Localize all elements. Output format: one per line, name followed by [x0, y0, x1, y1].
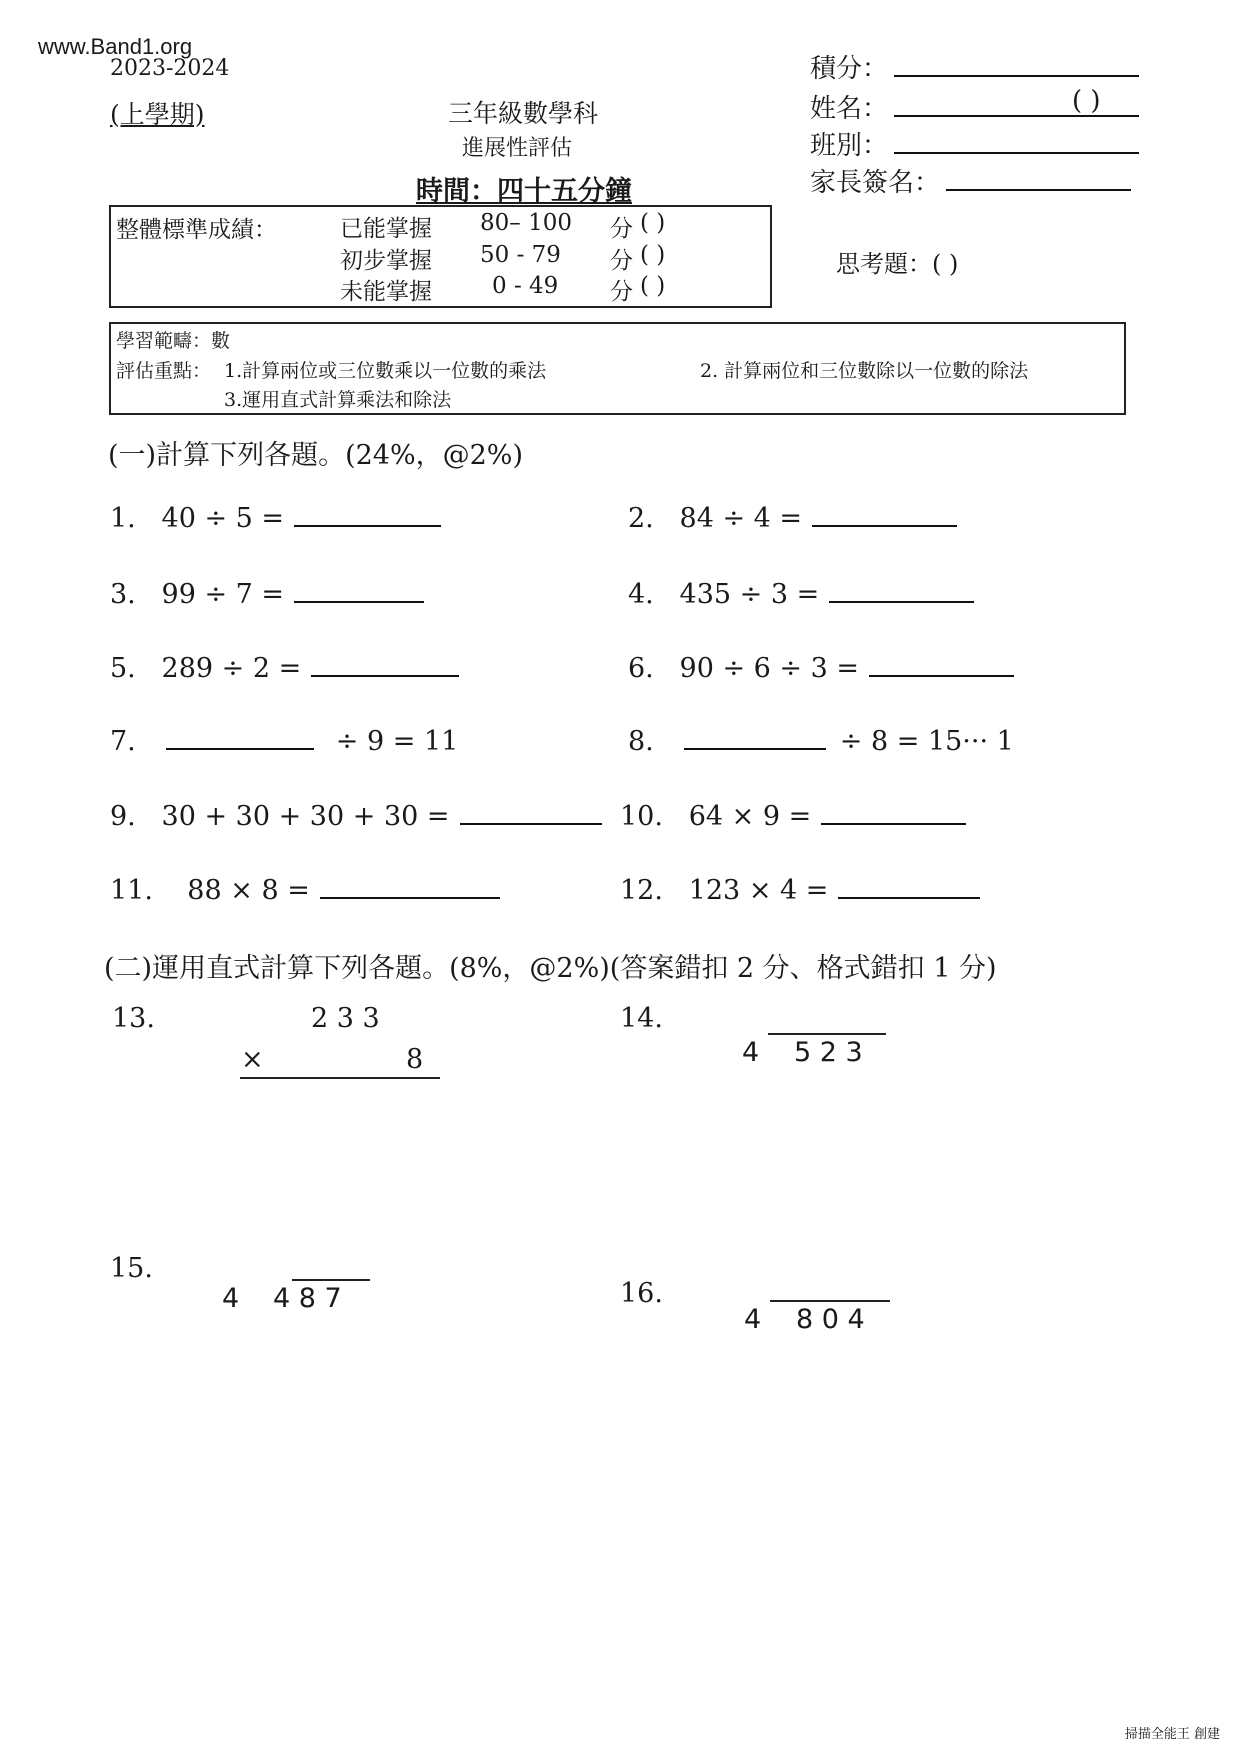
score-blank[interactable] [894, 69, 1139, 77]
question-expression: ÷ 8 = 15··· 1 [839, 726, 1014, 757]
question-expression: 40 ÷ 5 = [161, 503, 285, 534]
question-1 [110, 503, 441, 534]
answer-blank[interactable] [684, 742, 826, 750]
semester: (上學期) [110, 100, 205, 129]
grade-paren[interactable]: ( ) [640, 210, 666, 236]
question-number: 1. [110, 503, 136, 534]
score-field [810, 48, 1139, 85]
question-expression: 435 ÷ 3 = [679, 579, 820, 610]
multiplicand: 2 3 3 [311, 1003, 380, 1034]
class-field [810, 125, 1139, 162]
question-14-number: 14. [620, 1003, 663, 1034]
name-blank[interactable] [894, 109, 1139, 117]
class-blank[interactable] [894, 146, 1139, 154]
focus-item-1: 1.計算兩位或三位數乘以一位數的乘法 [224, 360, 547, 382]
grade-range: 50 - 79 [480, 242, 561, 268]
grade-paren[interactable]: ( ) [640, 273, 666, 299]
answer-blank[interactable] [829, 595, 974, 603]
grade-level: 未能掌握 [340, 279, 432, 305]
question-expression: 64 × 9 = [688, 801, 812, 832]
division-bracket [768, 1033, 886, 1035]
parent-signature-blank[interactable] [946, 183, 1131, 191]
grade-range: 0 - 49 [492, 273, 559, 299]
question-number: 12. [620, 875, 663, 906]
question-8 [628, 726, 1014, 757]
question-number: 11. [110, 875, 153, 906]
assessment-type: 進展性評估 [462, 136, 573, 161]
divisor: 4 [222, 1283, 240, 1314]
question-expression: 88 × 8 = [187, 875, 310, 906]
answer-blank[interactable] [166, 742, 314, 750]
scanner-footer: 掃描全能王 創建 [1124, 1727, 1220, 1742]
question-number: 6. [628, 653, 654, 684]
grade-range: 80– 100 [480, 210, 572, 236]
answer-blank[interactable] [812, 519, 957, 527]
question-expression: 99 ÷ 7 = [161, 579, 285, 610]
question-number: 2. [628, 503, 654, 534]
multiply-sign: × [241, 1044, 264, 1075]
division-bracket [770, 1300, 890, 1302]
name-label: 姓名： [810, 94, 889, 124]
answer-blank[interactable] [320, 891, 500, 899]
thinking-question-score[interactable]: 思考題：( ) [836, 250, 959, 278]
answer-blank[interactable] [311, 669, 459, 677]
question-expression: 123 × 4 = [688, 875, 829, 906]
question-15-number: 15. [110, 1253, 153, 1284]
dividend: 5 2 3 [794, 1037, 863, 1068]
question-number: 8. [628, 726, 654, 757]
question-4 [628, 579, 974, 610]
grade-unit: 分 [610, 248, 633, 274]
answer-blank[interactable] [294, 519, 441, 527]
dividend: 4 8 7 [273, 1283, 342, 1314]
question-7 [110, 726, 458, 757]
grade-unit: 分 [610, 216, 633, 242]
parent-signature-field [810, 162, 1131, 199]
score-label: 積分： [810, 54, 889, 84]
question-6 [628, 653, 1014, 684]
class-label: 班別： [810, 131, 889, 161]
grade-level: 已能掌握 [340, 216, 432, 242]
answer-blank[interactable] [460, 817, 602, 825]
section-1-title: (一)計算下列各題。(24%，@2%) [108, 440, 523, 471]
section-2-title: (二)運用直式計算下列各題。(8%，@2%)(答案錯扣 2 分、格式錯扣 1 分) [104, 953, 997, 984]
question-12 [620, 875, 980, 906]
answer-blank[interactable] [821, 817, 966, 825]
question-number: 3. [110, 579, 136, 610]
question-16-number: 16. [620, 1278, 663, 1309]
answer-blank[interactable] [838, 891, 980, 899]
question-expression: 289 ÷ 2 = [161, 653, 302, 684]
question-2 [628, 503, 957, 534]
division-bracket [292, 1279, 370, 1281]
learning-area: 學習範疇：數 [116, 330, 231, 352]
divisor: 4 [744, 1304, 762, 1335]
grade-box-title: 整體標準成績： [116, 217, 277, 243]
multiplier: 8 [406, 1044, 424, 1075]
question-10 [620, 801, 966, 832]
grade-level: 初步掌握 [340, 248, 432, 274]
parent-signature-label: 家長簽名： [810, 168, 941, 198]
multiplication-line [240, 1077, 440, 1079]
exam-duration: 時間：四十五分鐘 [416, 176, 632, 207]
question-5 [110, 653, 459, 684]
grade-paren[interactable]: ( ) [640, 242, 666, 268]
question-number: 10. [620, 801, 663, 832]
question-expression: 84 ÷ 4 = [679, 503, 803, 534]
focus-item-2: 2. 計算兩位和三位數除以一位數的除法 [700, 360, 1029, 382]
question-number: 4. [628, 579, 654, 610]
question-expression: 30 + 30 + 30 + 30 = [161, 801, 450, 832]
question-3 [110, 579, 424, 610]
question-9 [110, 801, 602, 832]
divisor: 4 [742, 1037, 760, 1068]
answer-blank[interactable] [294, 595, 424, 603]
dividend: 8 0 4 [796, 1304, 865, 1335]
subject-title: 三年級數學科 [448, 99, 599, 128]
question-expression: ÷ 9 = 11 [335, 726, 459, 757]
grade-unit: 分 [610, 279, 633, 305]
question-expression: 90 ÷ 6 ÷ 3 = [679, 653, 860, 684]
school-year: 2023-2024 [110, 56, 230, 81]
focus-label: 評估重點： [116, 360, 212, 382]
question-number: 9. [110, 801, 136, 832]
focus-item-3: 3.運用直式計算乘法和除法 [224, 389, 452, 411]
question-number: 5. [110, 653, 136, 684]
question-11 [110, 875, 500, 906]
question-number: 7. [110, 726, 136, 757]
watermark: www.Band1.org [38, 34, 193, 59]
answer-blank[interactable] [869, 669, 1014, 677]
question-13-number: 13. [112, 1003, 155, 1034]
class-number-paren[interactable]: ( ) [1072, 86, 1101, 116]
